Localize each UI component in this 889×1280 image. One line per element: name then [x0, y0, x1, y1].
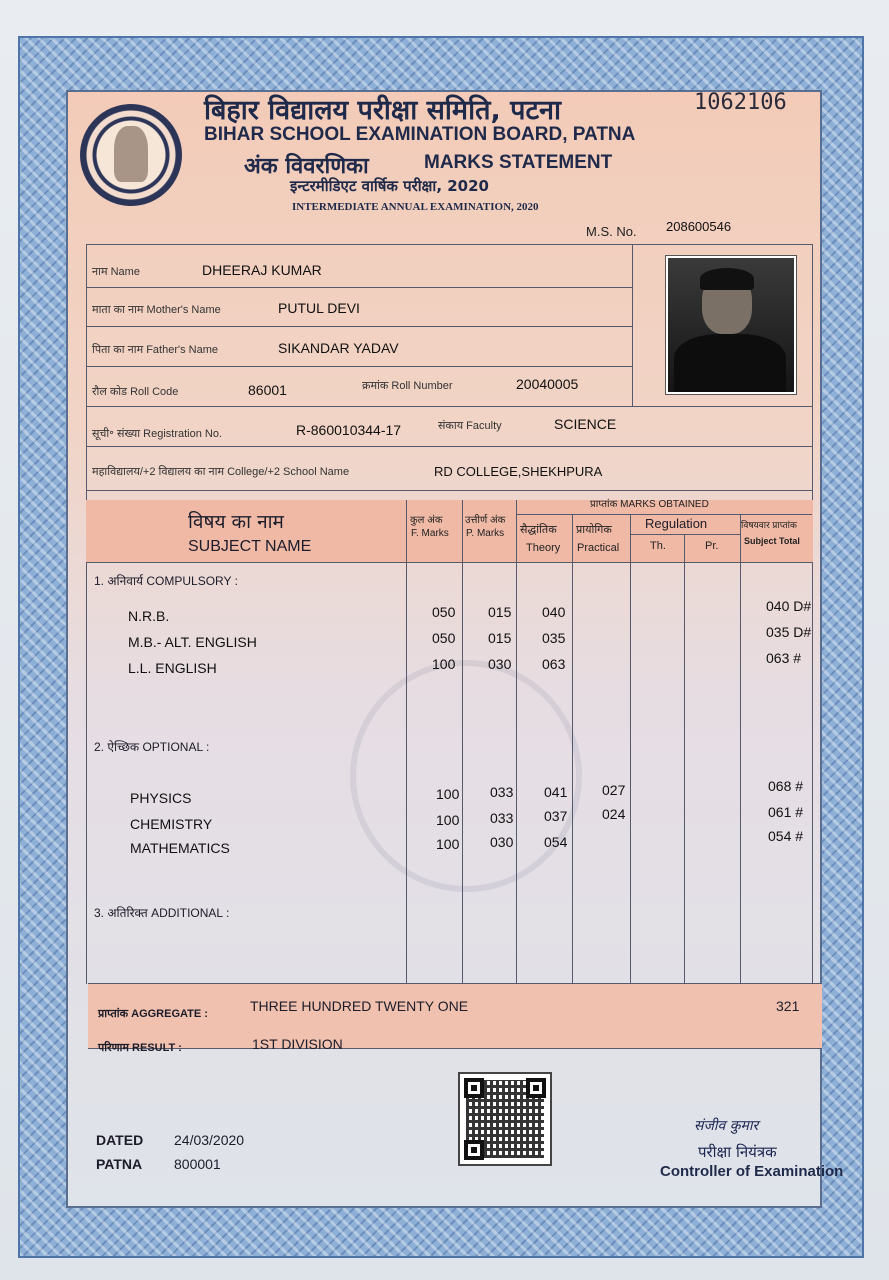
regulation-header: Regulation	[645, 516, 708, 531]
mother-name: PUTUL DEVI	[278, 300, 360, 316]
theory-marks: 041	[544, 784, 568, 800]
subject-total: 061 #	[768, 804, 804, 820]
registration-label: सूची॰ संख्या Registration No.	[92, 428, 223, 440]
regulation-theory: Th.	[650, 540, 666, 552]
father-name: SIKANDAR YADAV	[278, 340, 399, 356]
watermark-seal	[350, 660, 582, 892]
roll-code-label: रौल कोड Roll Code	[92, 386, 179, 398]
aggregate-label: प्राप्तांक AGGREGATE :	[98, 1008, 208, 1020]
theory-marks: 054	[544, 834, 568, 850]
subject-name: PHYSICS	[130, 790, 192, 806]
subject-name: M.B.- ALT. ENGLISH	[128, 634, 257, 650]
aggregate-total: 321	[776, 998, 800, 1014]
theory-marks: 037	[544, 808, 568, 824]
dated-label: DATED	[96, 1132, 144, 1148]
exam-hindi: इन्टरमीडिएट वार्षिक परीक्षा, 2020	[290, 177, 489, 195]
college-name: RD COLLEGE,SHEKHPURA	[434, 464, 603, 479]
full-marks: 050	[432, 630, 456, 646]
roll-number-label: क्रमांक Roll Number	[362, 380, 453, 392]
controller-english: Controller of Examination	[660, 1163, 844, 1180]
roll-code: 86001	[248, 382, 287, 398]
pass-marks: 015	[488, 604, 512, 620]
compulsory-section-label: 1. अनिवार्य COMPULSORY :	[94, 574, 238, 588]
statement-english: MARKS STATEMENT	[424, 152, 613, 173]
subject-name: CHEMISTRY	[130, 816, 213, 832]
practical-hindi: प्रायोगिक	[576, 524, 612, 536]
subject-total: 063 #	[766, 650, 802, 666]
roll-number: 20040005	[516, 376, 579, 392]
subject-total-english: Subject Total	[744, 536, 800, 546]
theory-marks: 063	[542, 656, 566, 672]
subject-total-hindi: विषयवार प्राप्तांक	[741, 520, 797, 530]
faculty: SCIENCE	[554, 416, 617, 432]
pass-marks: 033	[490, 784, 514, 800]
subject-total: 068 #	[768, 778, 804, 794]
pass-marks-hindi: उत्तीर्ण अंक	[465, 515, 506, 526]
practical-english: Practical	[577, 542, 620, 554]
controller-signature: संजीव कुमार	[694, 1118, 759, 1134]
controller-hindi: परीक्षा नियंत्रक	[698, 1143, 777, 1161]
student-photo	[666, 256, 796, 394]
regulation-practical: Pr.	[705, 540, 719, 552]
student-name: DHEERAJ KUMAR	[202, 262, 322, 278]
registration-number: R-860010344-17	[296, 422, 402, 438]
result-value: 1ST DIVISION	[252, 1036, 343, 1052]
subject-total: 040 D#	[766, 598, 812, 614]
marks-obtained-header: प्राप्तांक MARKS OBTAINED	[590, 499, 709, 510]
subject-total: 054 #	[768, 828, 804, 844]
exam-english: INTERMEDIATE ANNUAL EXAMINATION, 2020	[292, 201, 539, 213]
subject-name: L.L. ENGLISH	[128, 660, 217, 676]
theory-marks: 040	[542, 604, 566, 620]
practical-marks: 027	[602, 782, 626, 798]
ms-label: M.S. No.	[586, 224, 637, 239]
optional-section-label: 2. ऐच्छिक OPTIONAL :	[94, 740, 210, 754]
full-marks: 100	[436, 786, 460, 802]
full-marks: 100	[432, 656, 456, 672]
subject-header-hindi: विषय का नाम	[188, 511, 284, 533]
name-label: नाम Name	[92, 266, 140, 278]
ms-number: 208600546	[666, 219, 732, 234]
subject-name: N.R.B.	[128, 608, 170, 624]
pass-marks: 015	[488, 630, 512, 646]
title-hindi: बिहार विद्यालय परीक्षा समिति, पटना	[204, 95, 562, 126]
serial-number: 1062106	[694, 90, 787, 115]
pass-marks-english: P. Marks	[466, 528, 505, 539]
qr-code	[458, 1072, 552, 1166]
full-marks: 100	[436, 812, 460, 828]
place-label: PATNA	[96, 1156, 143, 1172]
pass-marks: 030	[490, 834, 514, 850]
issue-date: 24/03/2020	[174, 1132, 245, 1148]
pin-code: 800001	[174, 1156, 221, 1172]
practical-marks: 024	[602, 806, 626, 822]
mother-label: माता का नाम Mother's Name	[92, 304, 221, 316]
father-label: पिता का नाम Father's Name	[92, 344, 219, 356]
pass-marks: 030	[488, 656, 512, 672]
aggregate-words: THREE HUNDRED TWENTY ONE	[250, 998, 469, 1014]
statement-hindi: अंक विवरणिका	[244, 154, 369, 179]
full-marks: 100	[436, 836, 460, 852]
subject-header-english: SUBJECT NAME	[188, 538, 312, 555]
pass-marks: 033	[490, 810, 514, 826]
college-label: महाविद्यालय/+2 विद्यालय का नाम College/+2 School Name	[92, 466, 350, 478]
board-seal-logo	[80, 104, 182, 206]
theory-hindi: सैद्धांतिक	[520, 524, 557, 536]
subject-total: 035 D#	[766, 624, 812, 640]
additional-section-label: 3. अतिरिक्त ADDITIONAL :	[94, 906, 230, 920]
theory-english: Theory	[526, 542, 561, 554]
faculty-label: संकाय Faculty	[438, 420, 502, 432]
full-marks: 050	[432, 604, 456, 620]
full-marks-english: F. Marks	[411, 528, 449, 539]
title-english: BIHAR SCHOOL EXAMINATION BOARD, PATNA	[204, 124, 636, 145]
subject-name: MATHEMATICS	[130, 840, 230, 856]
result-label: परिणाम RESULT :	[98, 1042, 182, 1054]
theory-marks: 035	[542, 630, 566, 646]
full-marks-hindi: कुल अंक	[410, 515, 443, 526]
